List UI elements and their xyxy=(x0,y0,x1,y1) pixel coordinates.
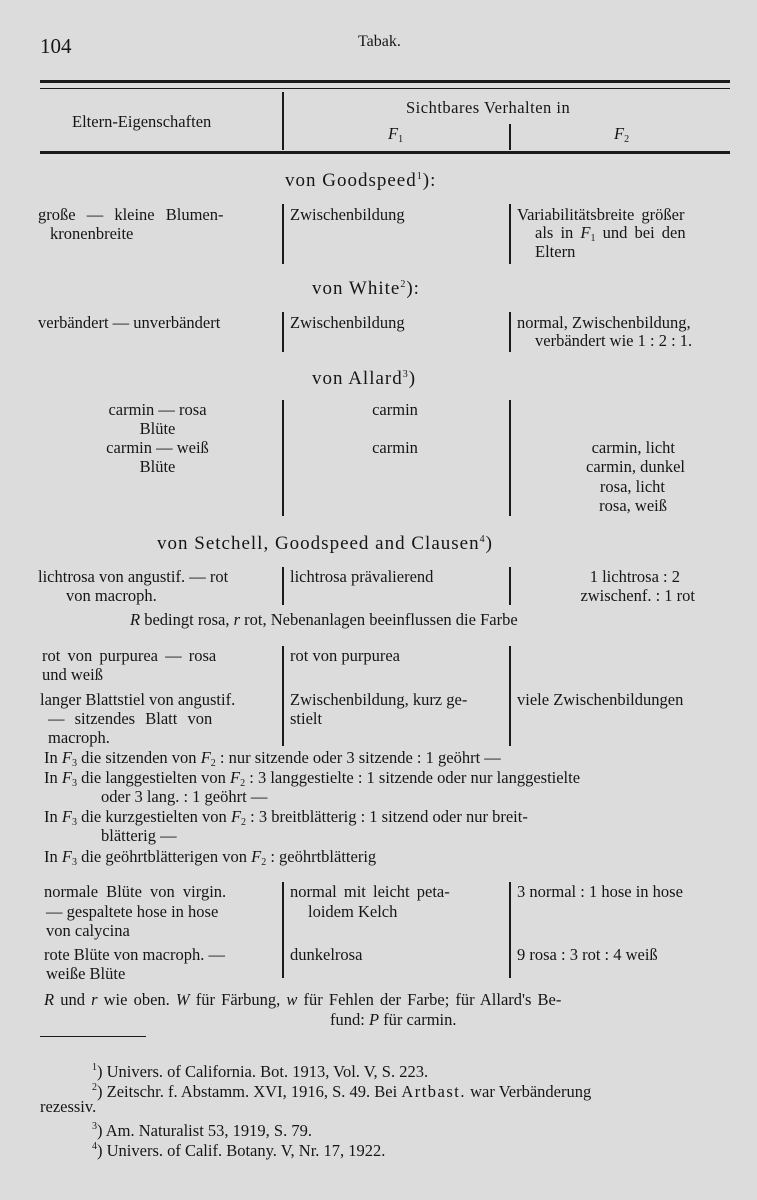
f3-line-1: In $F_3$ die sitzenden von $F_2$ : nur sitzende oder 3 sitzende : 1 geöhrt — xyxy=(44,748,501,769)
allard-col1-line3: carmin — weiß xyxy=(106,438,209,457)
f3-line-2-cont: oder 3 lang. : 1 geöhrt — xyxy=(101,787,268,806)
macroph-col2: dunkelrosa xyxy=(290,945,363,964)
setchell-col3-line2: zwischenf. : 1 rot xyxy=(580,586,695,605)
white-col1: verbändert — unverbändert xyxy=(38,313,221,332)
virgin-divider-1 xyxy=(282,882,284,978)
virgin-col1-line2: — gespaltete hose in hose xyxy=(46,902,219,921)
setchell-divider-1 xyxy=(282,567,284,605)
goodspeed-col3-line2: als in $F_1$ und bei den xyxy=(535,223,686,244)
top-rule-thin xyxy=(40,88,730,89)
setchell-col3-line1: 1 lichtrosa : 2 xyxy=(589,567,680,586)
goodspeed-col1-line2: kronenbreite xyxy=(50,224,134,243)
header-eltern: Eltern-Eigenschaften xyxy=(72,112,212,131)
white-col2: Zwischenbildung xyxy=(290,313,405,332)
goodspeed-col3-line1: Variabilitätsbreite größer xyxy=(517,205,685,224)
section-setchell: von Setchell, Goodspeed and Clausen$^4$) xyxy=(157,533,493,554)
header-f2: $F_2$ xyxy=(614,124,630,145)
goodspeed-col1-line1: große — kleine Blumen- xyxy=(38,205,224,224)
footnote-3: $^3$) Am. Naturalist 53, 1919, S. 79. xyxy=(92,1121,312,1140)
footnote-1: $^1$) Univers. of California. Bot. 1913, Vol. V, S. 223. xyxy=(92,1062,429,1081)
macroph-col1-line2: weiße Blüte xyxy=(46,964,126,983)
virgin-col2-line2: loidem Kelch xyxy=(308,902,398,921)
footnote-2-cont: rezessiv. xyxy=(40,1097,97,1116)
allard-col2-line1: carmin xyxy=(372,400,418,419)
page-number: 104 xyxy=(40,34,72,58)
virgin-col1-line1: normale Blüte von virgin. xyxy=(44,882,227,901)
final-note-line2: fund: P für carmin. xyxy=(330,1010,457,1029)
goodspeed-col2: Zwischenbildung xyxy=(290,205,405,224)
white-col3-line1: normal, Zwischenbildung, xyxy=(517,313,691,332)
header-divider-2 xyxy=(509,124,511,150)
virgin-col1-line3: von calycina xyxy=(46,921,130,940)
section-allard: von Allard$^3$) xyxy=(312,368,417,389)
setchell-col1-line1: lichtrosa von angustif. — rot xyxy=(38,567,229,586)
top-rule-thick xyxy=(40,80,730,83)
purpurea-col1-line2: und weiß xyxy=(42,665,103,684)
setchell-col1-line2: von macroph. xyxy=(66,586,157,605)
f3-line-3-cont: blätterig — xyxy=(101,826,177,845)
white-divider-2 xyxy=(509,312,511,352)
allard-col1-line1: carmin — rosa xyxy=(108,400,207,419)
blattstiel-col1-line1: langer Blattstiel von angustif. xyxy=(40,690,236,709)
blattstiel-col2-line1: Zwischenbildung, kurz ge- xyxy=(290,690,468,709)
section-white: von White$^2$): xyxy=(312,278,420,299)
setchell-divider-2 xyxy=(509,567,511,605)
allard-col3-line4: rosa, weiß xyxy=(599,496,667,515)
allard-divider-1 xyxy=(282,400,284,516)
blattstiel-col1-line3: macroph. xyxy=(48,728,110,747)
allard-col1-line2: Blüte xyxy=(139,419,176,438)
allard-col3-line2: carmin, dunkel xyxy=(586,457,685,476)
goodspeed-divider-1 xyxy=(282,204,284,264)
macroph-col1-line1: rote Blüte von macroph. — xyxy=(44,945,226,964)
purpurea-col1-line1: rot von purpurea — rosa xyxy=(42,646,217,665)
allard-col2-line2: carmin xyxy=(372,438,418,457)
purpurea-divider-2 xyxy=(509,646,511,746)
header-bottom-rule xyxy=(40,151,730,154)
purpurea-divider-1 xyxy=(282,646,284,746)
r-note: R bedingt rosa, r rot, Nebenanlagen beeinflussen die Farbe xyxy=(130,610,518,629)
allard-col1-line4: Blüte xyxy=(139,457,176,476)
section-goodspeed: von Goodspeed$^1$): xyxy=(285,170,437,191)
setchell-col2: lichtrosa prävalierend xyxy=(290,567,434,586)
goodspeed-divider-2 xyxy=(509,204,511,264)
blattstiel-col1-line2: — sitzendes Blatt von xyxy=(48,709,213,728)
virgin-col2-line1: normal mit leicht peta- xyxy=(290,882,450,901)
f3-line-3: In $F_3$ die kurzgestielten von $F_2$ : 3 breitblätterig : 1 sitzend oder nur breit- xyxy=(44,807,528,828)
allard-col3-line3: rosa, licht xyxy=(599,477,665,496)
goodspeed-col3-line3: Eltern xyxy=(535,242,576,261)
white-divider-1 xyxy=(282,312,284,352)
footnote-rule xyxy=(40,1036,146,1037)
blattstiel-col3: viele Zwischenbildungen xyxy=(517,690,684,709)
running-title: Tabak. xyxy=(358,33,401,50)
f3-line-2: In $F_3$ die langgestielten von $F_2$ : 3 langgestielte : 1 sitzende oder nur langgestielte xyxy=(44,768,581,789)
footnote-2: $^2$) Zeitschr. f. Abstamm. XVI, 1916, S. 49. Bei Artbast. war Verbänderung xyxy=(92,1082,592,1101)
virgin-col3: 3 normal : 1 hose in hose xyxy=(517,882,683,901)
virgin-divider-2 xyxy=(509,882,511,978)
header-sichtbares: Sichtbares Verhalten in xyxy=(406,98,571,117)
allard-col3-line1: carmin, licht xyxy=(591,438,675,457)
blattstiel-col2-line2: stielt xyxy=(290,709,323,728)
f3-line-4: In $F_3$ die geöhrtblätterigen von $F_2$ : geöhrtblätterig xyxy=(44,847,377,868)
white-col3-line2: verbändert wie 1 : 2 : 1. xyxy=(535,331,693,350)
final-note-line1: R und r wie oben. W für Färbung, w für Fehlen der Farbe; für Allard's Be- xyxy=(44,990,562,1009)
footnote-4: $^4$) Univers. of Calif. Botany. V, Nr. 17, 1922. xyxy=(92,1141,386,1160)
header-f1: $F_1$ xyxy=(388,124,404,145)
purpurea-col2: rot von purpurea xyxy=(290,646,400,665)
allard-divider-2 xyxy=(509,400,511,516)
macroph-col3: 9 rosa : 3 rot : 4 weiß xyxy=(517,945,658,964)
header-divider-1 xyxy=(282,92,284,150)
